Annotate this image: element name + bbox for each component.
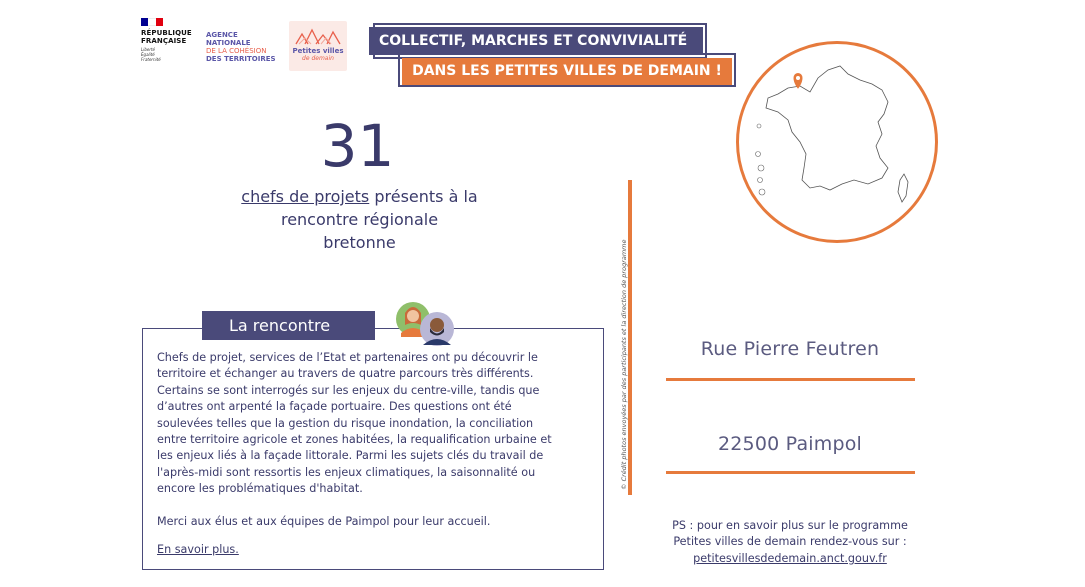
stat-line-3: bretonne — [323, 233, 396, 252]
postal-underline — [666, 471, 915, 474]
stat-line-2: rencontre régionale — [280, 210, 439, 229]
rooftops-icon — [295, 26, 341, 46]
ps-url-link[interactable]: petitesvillesdedemain.anct.gouv.fr — [693, 551, 887, 565]
republique-name-line-2: FRANÇAISE — [141, 37, 187, 45]
republique-francaise-logo — [141, 18, 197, 62]
paragraph-line: entre territoire agricole et zones habitées, la requalification urbaine et — [157, 433, 552, 447]
location-pin-icon — [794, 74, 802, 89]
motto-line-1: Liberté — [141, 47, 156, 52]
ps-line-2: Petites villes de demain rendez-vous sur : — [673, 535, 907, 549]
france-map-icon — [748, 56, 928, 226]
paragraph-line: d’autres ont arpenté la façade portuaire. Des questions ont été — [157, 400, 512, 414]
street-address: Rue Pierre Feutren — [700, 338, 880, 360]
vertical-divider — [628, 180, 632, 495]
participant-count: 31 — [320, 112, 395, 180]
anct-line-2: NATIONALE — [206, 39, 251, 47]
rencontre-paragraph — [157, 350, 589, 498]
thanks-text: Merci aux élus et aux équipes de Paimpol pour leur accueil. — [157, 515, 491, 528]
anct-line-4: DES TERRITOIRES — [206, 55, 276, 63]
en-savoir-plus-link[interactable]: En savoir plus. — [157, 543, 239, 556]
participant-description — [222, 185, 497, 254]
ps-line-1: PS : pour en savoir plus sur le programme — [672, 519, 908, 532]
pvd-logo-line-2: de demain — [302, 55, 334, 62]
paragraph-line: encore les problématiques d'habitat. — [157, 482, 363, 496]
ps-note — [650, 518, 930, 567]
title-banner-2: DANS LES PETITES VILLES DE DEMAIN ! — [402, 58, 732, 85]
petites-villes-de-demain-logo — [289, 21, 347, 71]
chefs-de-projets-link[interactable]: chefs de projets — [241, 187, 370, 206]
pvd-logo-line-1: Petites villes — [292, 47, 344, 55]
stat-line-1-rest: présents à la — [369, 187, 478, 206]
section-title-tab: La rencontre — [202, 311, 375, 340]
motto-line-3: Fraternité — [141, 57, 161, 62]
paragraph-line: l'après-midi sont ressortis les enjeux climatiques, la saisonnalité ou — [157, 465, 536, 479]
french-flag-icon — [141, 18, 163, 26]
people-avatars-icon — [393, 299, 459, 347]
street-underline — [666, 378, 915, 381]
anct-line-3: DE LA COHÉSION — [206, 47, 267, 55]
title-banner-1: COLLECTIF, MARCHES ET CONVIVIALITÉ — [369, 27, 703, 55]
paragraph-line: soulevées telles que la gestion du risque inondation, la conciliation — [157, 416, 534, 430]
photo-credit: © Crédit photos envoyées par des participants et la direction de programme — [620, 239, 628, 490]
republique-motto — [141, 47, 197, 62]
paragraph-line: Certains se sont interrogés sur les enjeux du centre-ville, tandis que — [157, 383, 540, 397]
anct-logo — [206, 31, 286, 63]
paragraph-line: territoire et échanger au travers de quatre parcours très différents. — [157, 367, 534, 381]
postal-address: 22500 Paimpol — [717, 433, 863, 455]
paragraph-line: Chefs de projet, services de l’Etat et partenaires ont pu découvrir le — [157, 351, 538, 364]
paragraph-line: les enjeux liés à la façade littorale. Parmi les sujets clés du travail de — [157, 449, 544, 463]
motto-line-2: Égalité — [141, 52, 155, 57]
anct-line-1: AGENCE — [206, 31, 238, 39]
republique-name-line-1: RÉPUBLIQUE — [141, 29, 192, 37]
